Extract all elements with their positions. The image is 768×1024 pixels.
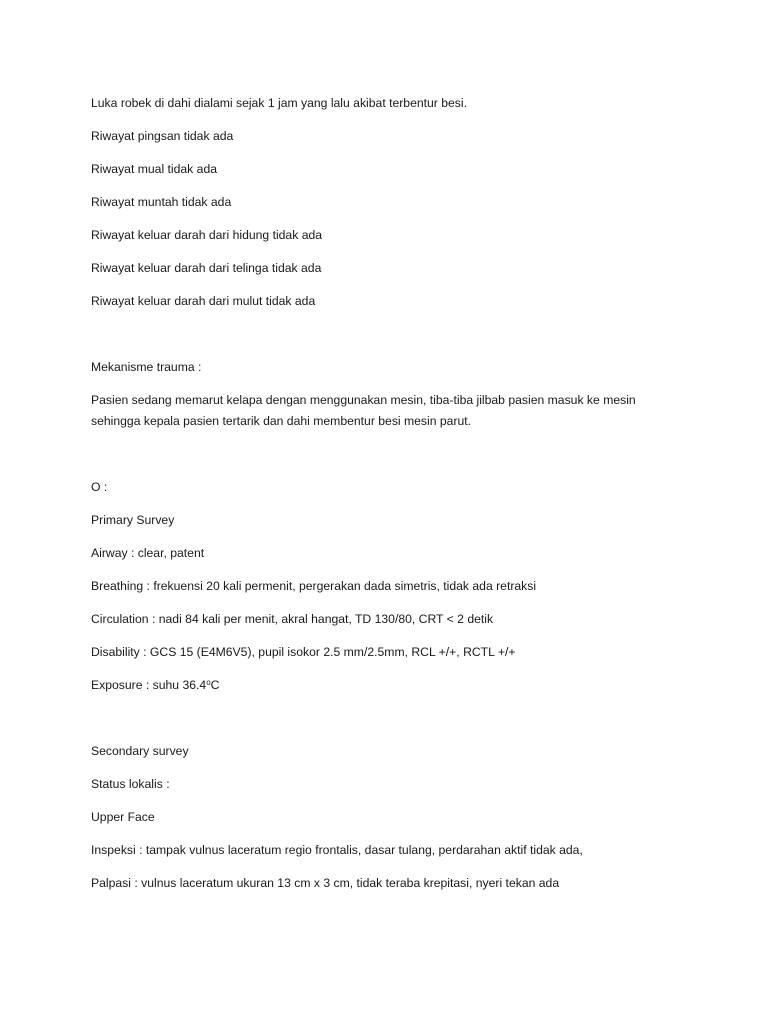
section-spacer	[91, 324, 681, 357]
mechanism-heading: Mekanisme trauma :	[91, 360, 202, 374]
breathing-line: Breathing : frekuensi 20 kali permenit, pergerakan dada simetris, tidak ada retraksi	[91, 579, 537, 593]
history-line: Riwayat keluar darah dari telinga tidak ada	[91, 261, 322, 275]
history-line: Riwayat mual tidak ada	[91, 162, 217, 176]
status-lokalis-heading: Status lokalis :	[91, 777, 170, 791]
primary-survey-heading: Primary Survey	[91, 513, 175, 527]
secondary-survey-heading: Secondary survey	[91, 744, 189, 758]
region-heading: Upper Face	[91, 810, 155, 824]
palpasi-line: Palpasi : vulnus laceratum ukuran 13 cm x 3 cm, tidak teraba krepitasi, nyeri tekan ada	[91, 876, 560, 890]
mechanism-text: Pasien sedang memarut kelapa dengan menggunakan mesin, tiba-tiba jilbab pasien masuk ke mesin sehingga kepala pasien tertarik dan dahi membentur besi mesin parut.	[91, 393, 636, 428]
section-spacer	[91, 444, 681, 477]
exposure-text: Exposure : suhu 36.4	[91, 678, 207, 692]
history-line: Riwayat muntah tidak ada	[91, 195, 232, 209]
inspeksi-line: Inspeksi : tampak vulnus laceratum regio frontalis, dasar tulang, perdarahan aktif tidak ada,	[91, 843, 583, 857]
disability-line: Disability : GCS 15 (E4M6V5), pupil isokor 2.5 mm/2.5mm, RCL +/+, RCTL +/+	[91, 645, 516, 659]
degree-superscript: o	[206, 678, 211, 687]
document-body	[91, 93, 681, 906]
history-line: Riwayat pingsan tidak ada	[91, 129, 234, 143]
section-spacer	[91, 708, 681, 741]
history-line: Riwayat keluar darah dari hidung tidak ada	[91, 228, 323, 242]
history-line: Luka robek di dahi dialami sejak 1 jam yang lalu akibat terbentur besi.	[91, 96, 467, 110]
exposure-unit: C	[210, 678, 220, 692]
history-line: Riwayat keluar darah dari mulut tidak ada	[91, 294, 316, 308]
exposure-line	[91, 675, 681, 696]
airway-line: Airway : clear, patent	[91, 546, 205, 560]
circulation-line: Circulation : nadi 84 kali per menit, akral hangat, TD 130/80, CRT < 2 detik	[91, 612, 494, 626]
objective-heading: O :	[91, 480, 108, 494]
